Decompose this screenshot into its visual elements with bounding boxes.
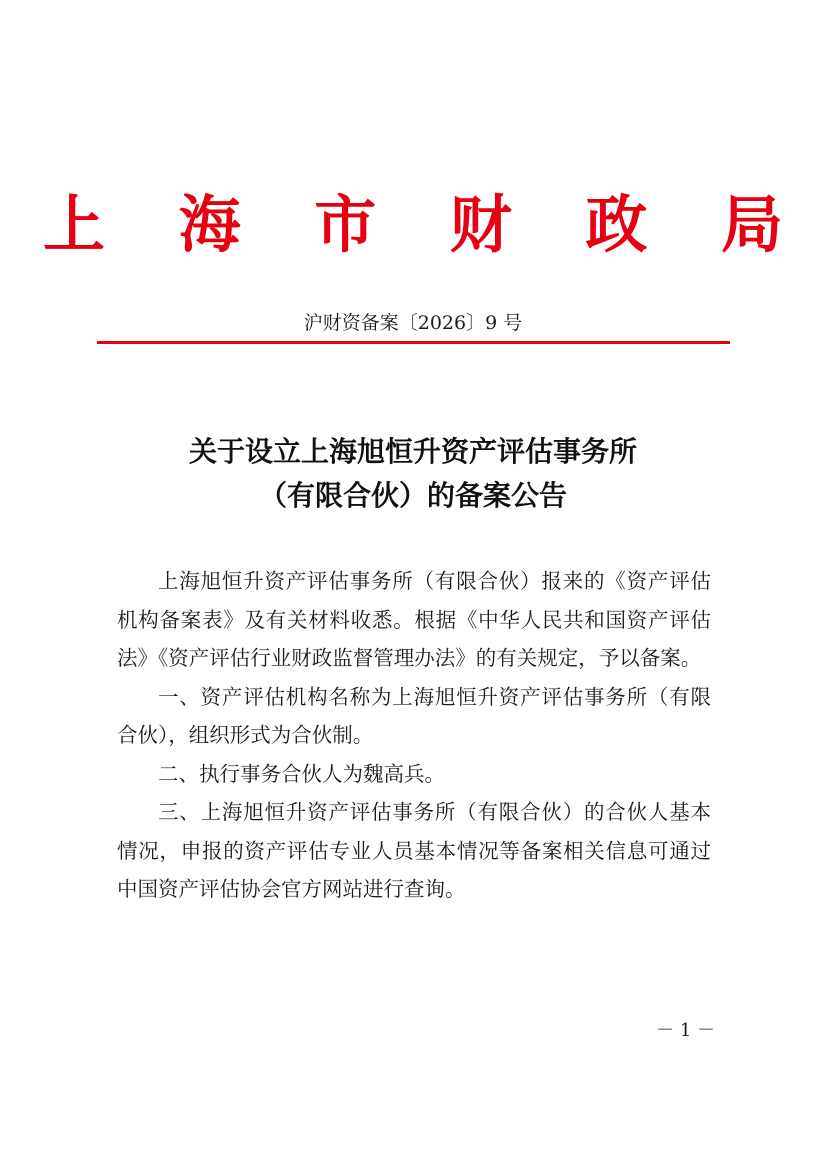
title-line-1: 关于设立上海旭恒升资产评估事务所 [188, 435, 637, 468]
title-line-2: （有限合伙）的备案公告 [258, 479, 567, 512]
body-paragraph-item-1: 一、资产评估机构名称为上海旭恒升资产评估事务所（有限合伙），组织形式为合伙制。 [117, 684, 711, 747]
body-paragraph-item-2: 二、执行事务合伙人为魏高兵。 [158, 761, 445, 786]
body-paragraph-item-3: 三、上海旭恒升资产评估事务所（有限合伙）的合伙人基本情况，申报的资产评估专业人员基本情况等备案相关信息可通过中国资产评估协会官方网站进行查询。 [117, 800, 711, 901]
document-number: 沪财资备案〔2026〕9 号 [303, 312, 523, 334]
issuer-masthead: 上 海 市 财 政 局 [43, 188, 809, 261]
document-title [0, 430, 826, 518]
body-paragraph-intro: 上海旭恒升资产评估事务所（有限合伙）报来的《资产评估机构备案表》及有关材料收悉。根据《中华人民共和国资产评估法》《资产评估行业财政监督管理办法》的有关规定，予以备案。 [117, 569, 711, 670]
page-number: － 1 － [656, 1020, 715, 1041]
document-body [117, 562, 711, 909]
red-divider-line [97, 341, 730, 344]
